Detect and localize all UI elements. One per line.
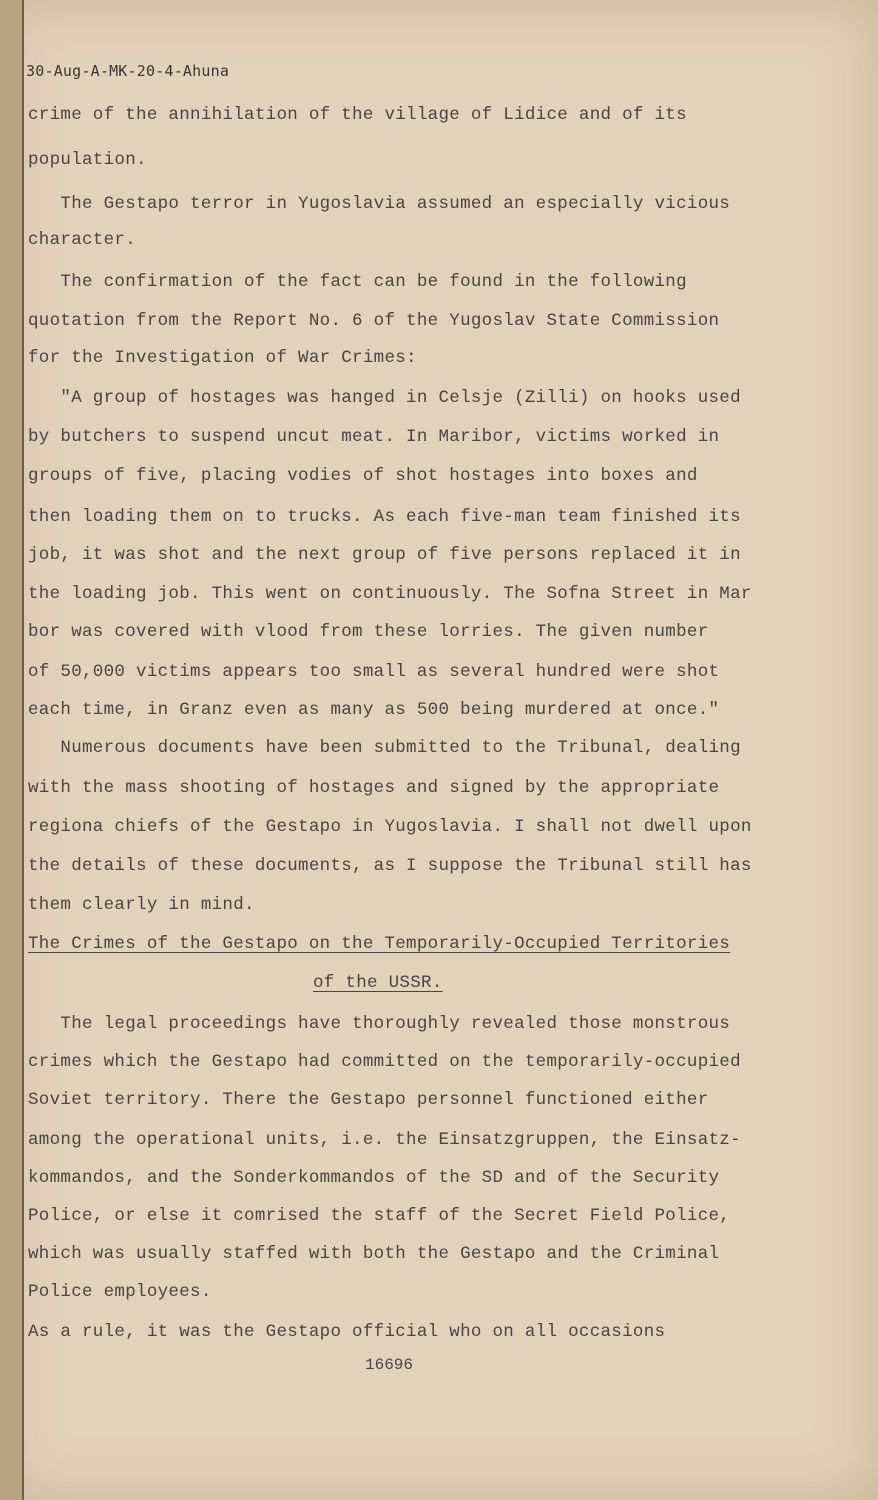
body-line: Police, or else it comrised the staff of the Secret Field Police, bbox=[28, 1206, 731, 1226]
body-line: regiona chiefs of the Gestapo in Yugoslavia. I shall not dwell upon bbox=[28, 817, 752, 837]
body-line: crime of the annihilation of the village of Lidice and of its bbox=[28, 105, 687, 125]
body-line: groups of five, placing vodies of shot hostages into boxes and bbox=[28, 466, 698, 486]
body-line: of 50,000 victims appears too small as several hundred were shot bbox=[28, 662, 720, 682]
page-binding-edge bbox=[0, 0, 22, 1500]
body-line: by butchers to suspend uncut meat. In Maribor, victims worked in bbox=[28, 427, 720, 447]
body-line: among the operational units, i.e. the Einsatzgruppen, the Einsatz- bbox=[28, 1130, 741, 1150]
body-line: bor was covered with vlood from these lorries. The given number bbox=[28, 622, 709, 642]
body-line: the loading job. This went on continuously. The Sofna Street in Mar bbox=[28, 584, 752, 604]
body-line: job, it was shot and the next group of five persons replaced it in bbox=[28, 545, 741, 565]
body-line: Numerous documents have been submitted to the Tribunal, dealing bbox=[28, 738, 741, 758]
body-line: The legal proceedings have thoroughly revealed those monstrous bbox=[28, 1014, 731, 1034]
page-number: 16696 bbox=[365, 1356, 414, 1374]
body-line: character. bbox=[28, 230, 137, 250]
body-line: "A group of hostages was hanged in Celsje (Zilli) on hooks used bbox=[28, 388, 741, 408]
body-line: for the Investigation of War Crimes: bbox=[28, 348, 417, 368]
body-line: with the mass shooting of hostages and signed by the appropriate bbox=[28, 778, 720, 798]
body-line: then loading them on to trucks. As each five-man team finished its bbox=[28, 507, 741, 527]
body-line: The Gestapo terror in Yugoslavia assumed an especially vicious bbox=[28, 194, 731, 214]
body-line: which was usually staffed with both the Gestapo and the Criminal bbox=[28, 1244, 720, 1264]
body-line: crimes which the Gestapo had committed on the temporarily-occupied bbox=[28, 1052, 741, 1072]
body-line: As a rule, it was the Gestapo official who on all occasions bbox=[28, 1322, 666, 1342]
page-edge-line bbox=[22, 0, 24, 1500]
body-line: population. bbox=[28, 150, 147, 170]
body-line: Police employees. bbox=[28, 1282, 212, 1302]
section-title: The Crimes of the Gestapo on the Temporarily-Occupied Territories bbox=[28, 934, 731, 954]
section-title-continued: of the USSR. bbox=[313, 973, 443, 993]
body-line: the details of these documents, as I suppose the Tribunal still has bbox=[28, 856, 752, 876]
body-line: each time, in Granz even as many as 500 being murdered at once." bbox=[28, 700, 720, 720]
document-header-code: 30-Aug-A-MK-20-4-Ahuna bbox=[26, 62, 230, 80]
body-line: them clearly in mind. bbox=[28, 895, 255, 915]
body-line: The confirmation of the fact can be found in the following bbox=[28, 272, 687, 292]
body-line: Soviet territory. There the Gestapo personnel functioned either bbox=[28, 1090, 709, 1110]
body-line: quotation from the Report No. 6 of the Yugoslav State Commission bbox=[28, 311, 720, 331]
body-line: kommandos, and the Sonderkommandos of the SD and of the Security bbox=[28, 1168, 720, 1188]
